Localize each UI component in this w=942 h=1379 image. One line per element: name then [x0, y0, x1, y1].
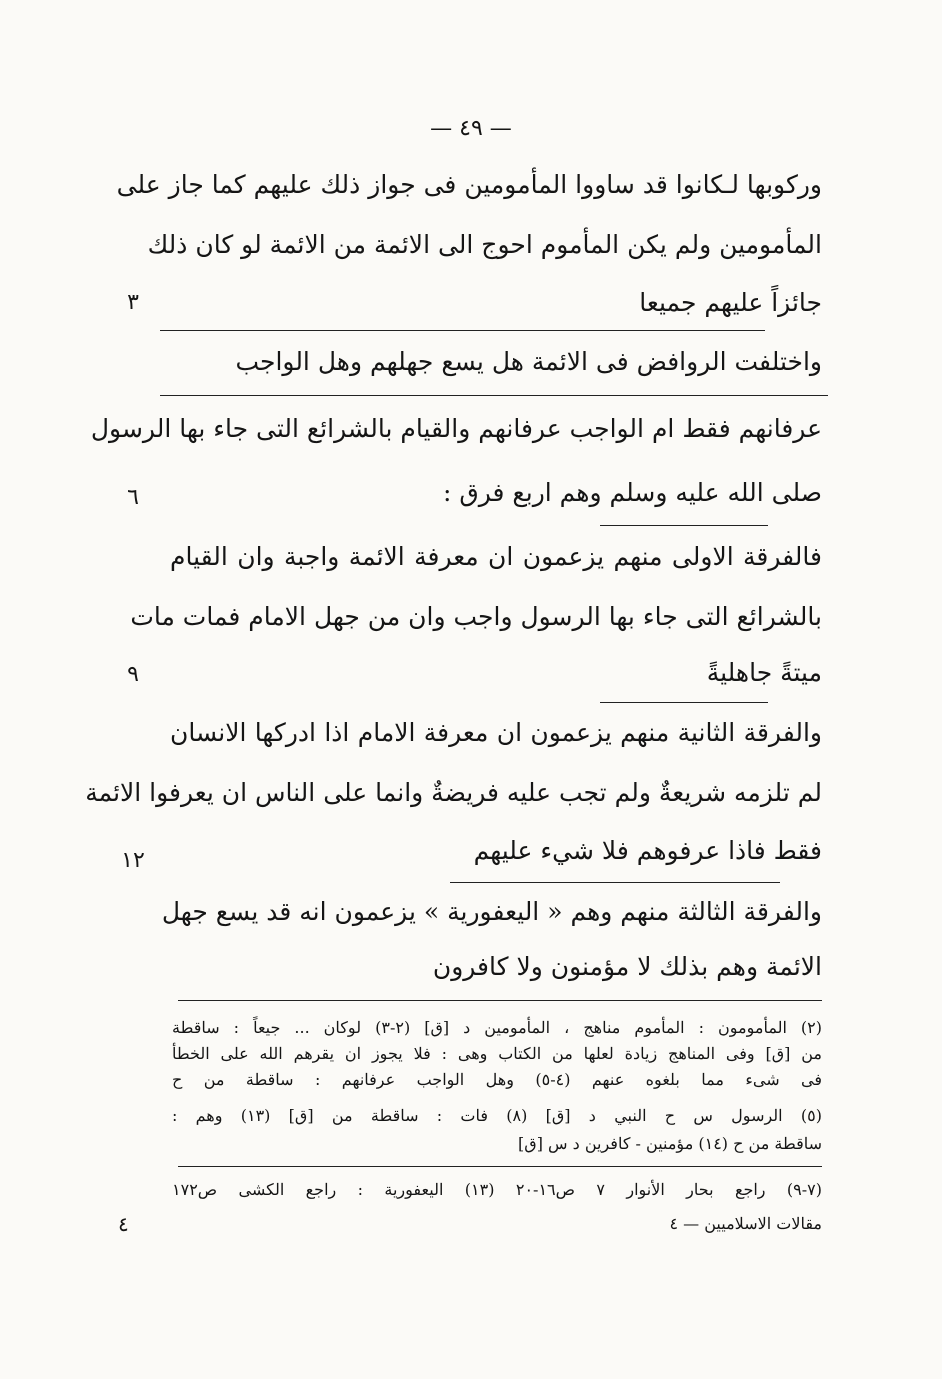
body-line: واختلفت الروافض فى الائمة هل يسع جهلهم وهل الواجب	[235, 347, 822, 376]
body-line: والفرقة الثالثة منهم وهم « اليعفورية » يزعمون انه قد يسع جهل	[161, 897, 822, 926]
margin-line-number: ٩	[127, 662, 139, 687]
section-divider	[600, 525, 768, 526]
margin-line-number: ١٢	[121, 848, 145, 873]
body-line: صلى الله عليه وسلم وهم اربع فرق :	[442, 478, 822, 507]
body-line: بالشرائع التى جاء بها الرسول واجب وان من جهل الامام فمات مات	[130, 602, 822, 631]
margin-line-number: ٦	[127, 485, 139, 510]
page-number: — ٤٩ —	[430, 116, 512, 141]
signature-title: مقالات الاسلاميين — ٤	[669, 1214, 822, 1233]
section-divider	[600, 702, 768, 703]
body-line: والفرقة الثانية منهم يزعمون ان معرفة الامام اذا ادركها الانسان	[170, 718, 822, 747]
body-line: وركوبها لـكانوا قد ساووا المأمومين فى جواز ذلك عليهم كما جاز على	[116, 170, 822, 199]
section-divider	[160, 330, 765, 331]
footnote-line: (٢) المأمومون : المأموم مناهج ، المأمومين د [ق] (٢-٣) لوكان ... جيعاً : ساقطة	[172, 1018, 822, 1037]
section-divider	[160, 395, 828, 396]
body-line: عرفانهم فقط ام الواجب عرفانهم والقيام بالشرائع التى جاء بها الرسول	[90, 414, 822, 443]
footnote-line: من [ق] وفى المناهج زيادة لعلها من الكتاب وهى : فلا يجوز ان يقرهم الله على الخطأ	[172, 1044, 822, 1063]
footnote-line: (٥) الرسول س ح النبي د [ق] (٨) فات : ساقطة من [ق] (١٣) وهم :	[172, 1106, 822, 1125]
section-divider	[450, 882, 780, 883]
footnote-separator	[178, 1000, 822, 1001]
body-line: فقط فاذا عرفوهم فلا شيء عليهم	[473, 836, 822, 865]
signature-number: ٤	[118, 1212, 129, 1236]
body-line: جائزاً عليهم جميعا	[639, 288, 822, 317]
reference-separator	[178, 1166, 822, 1167]
body-line: الائمة وهم بذلك لا مؤمنون ولا كافرون	[432, 952, 822, 981]
body-line: المأمومين ولم يكن المأموم احوج الى الائمة من الائمة لو كان ذلك	[147, 230, 822, 259]
margin-line-number: ٣	[127, 290, 139, 315]
footnote-line: ساقطة من ح (١٤) مؤمنين - كافرين د س [ق]	[518, 1134, 822, 1153]
body-line: ميتةً جاهليةً	[706, 658, 822, 687]
body-line: فالفرقة الاولى منهم يزعمون ان معرفة الائمة واجبة وان القيام	[170, 542, 822, 571]
footnote-line: فى شىء مما بلغوه عنهم (٤-٥) وهل الواجب عرفانهم : ساقطة من ح	[172, 1070, 822, 1089]
body-line: لم تلزمه شريعةٌ ولم تجب عليه فريضةٌ وانما على الناس ان يعرفوا الائمة	[85, 778, 822, 807]
reference-line: (٧-٩) راجع بحار الأنوار ٧ ص١٦-٢٠ (١٣) اليعفورية : راجع الكشى ص١٧٢	[172, 1180, 823, 1199]
